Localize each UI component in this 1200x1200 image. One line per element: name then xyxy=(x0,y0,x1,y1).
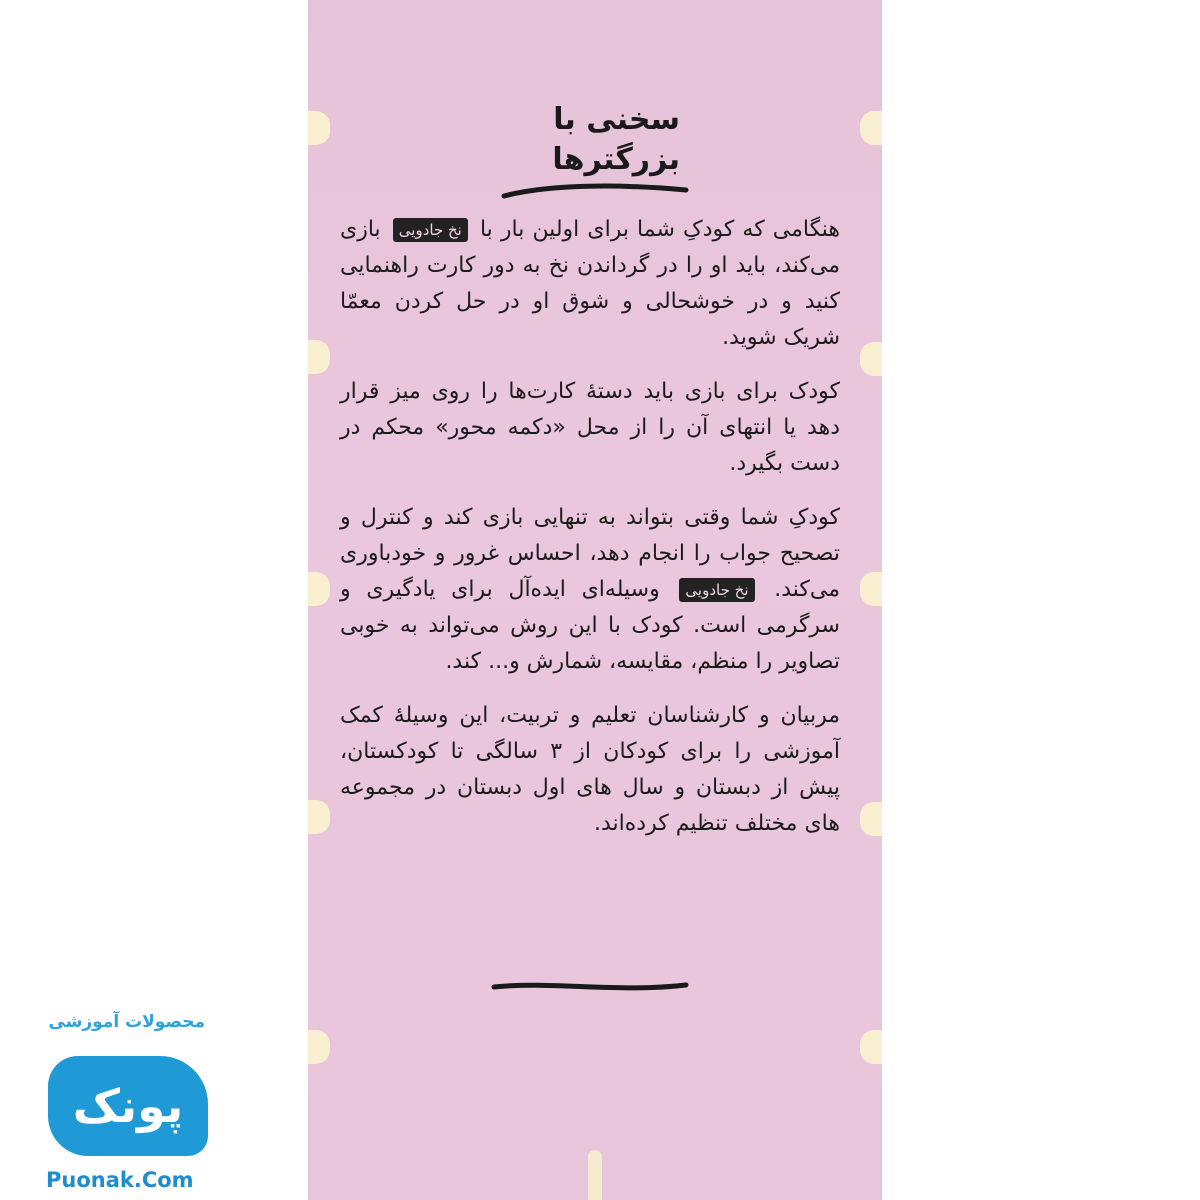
paragraph-independence xyxy=(340,500,840,680)
card-notch xyxy=(308,111,330,145)
paragraph-text: هنگامی که کودکِ شما برای اولین بار با xyxy=(479,217,841,242)
card-notch xyxy=(308,572,330,606)
card-notch xyxy=(308,800,330,834)
paragraph-intro xyxy=(340,212,840,356)
brand-name-badge: نخ جادویی xyxy=(393,218,468,242)
card-body-text xyxy=(340,212,840,860)
paragraph-text: وسیله‌ای ایده‌آل برای یادگیری و سرگرمی است. کودک با این روش می‌تواند به خوبی تصاویر را منظم، مقایسه، شمارش و... کند. xyxy=(340,577,840,674)
card-notch xyxy=(308,1030,330,1064)
brand-name-badge: نخ جادویی xyxy=(679,578,754,602)
card-notch xyxy=(860,1030,882,1064)
logo-wordmark: پونک xyxy=(48,1056,208,1156)
title-line-1: سخنی با xyxy=(553,102,680,137)
top-divider-swash xyxy=(500,180,690,204)
bottom-divider-swash xyxy=(490,975,690,999)
card-notch xyxy=(860,802,882,836)
logo-tagline: محصولات آموزشی xyxy=(48,1012,205,1032)
card-title xyxy=(500,100,680,180)
paragraph-experts: مربیان و کارشناسان تعلیم و تربیت، این وسیلهٔ کمک آموزشی را برای کودکان از ۳ سالگی تا کودکستان، پیش از دبستان و سال های اول دبستان در مجموعه های مختلف تنظیم کرده‌اند. xyxy=(340,703,840,836)
title-line-2: بزرگترها xyxy=(552,142,680,177)
puonak-logo xyxy=(30,1000,230,1200)
card-notch xyxy=(860,342,882,376)
logo-url: Puonak.Com xyxy=(46,1168,194,1192)
paragraph-text: کودکِ شما وقتی بتواند به تنهایی بازی کند و کنترل و تصحیح جواب را انجام دهد، احساس غرور و خودباوری می‌کند. xyxy=(340,505,840,602)
card-notch xyxy=(860,111,882,145)
card-notch xyxy=(860,572,882,606)
card-notch xyxy=(308,340,330,374)
card-bottom-slot xyxy=(588,1150,602,1200)
paragraph-how-to-play: کودک برای بازی باید دستهٔ کارت‌ها را روی میز قرار دهد یا انتهای آن را از محل «دکمه محور» محکم در دست بگیرد. xyxy=(340,379,840,476)
paragraph-text: بازی می‌کند، باید او را در گرداندن نخ به دور کارت راهنمایی کنید و در خوشحالی و شوق او در حل کردن معمّا شریک شوید. xyxy=(340,217,840,350)
